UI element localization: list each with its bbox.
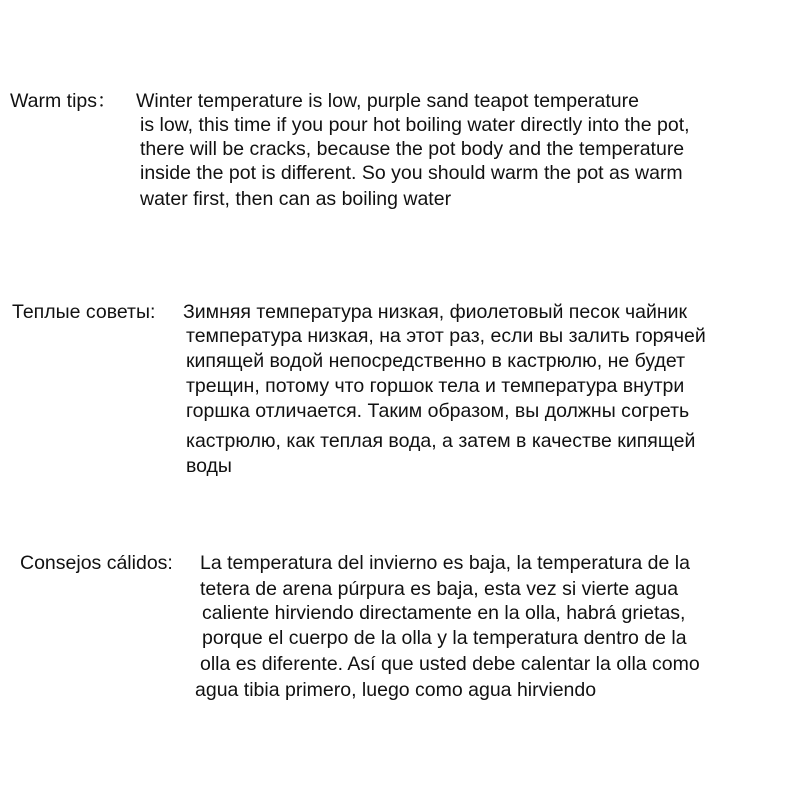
- russian-line: кипящей водой непосредственно в кастрюлю, не будет: [186, 350, 686, 372]
- spanish-line: agua tibia primero, luego como agua hirviendo: [195, 679, 597, 701]
- spanish-line: tetera de arena púrpura es baja, esta vez si vierte agua: [200, 578, 679, 600]
- spanish-line: caliente hirviendo directamente en la olla, habrá grietas,: [202, 602, 686, 624]
- russian-line: температура низкая, на этот раз, если вы залить горячей: [186, 325, 706, 347]
- russian-line: кастрюлю, как теплая вода, а затем в качестве кипящей: [186, 430, 696, 452]
- spanish-line: olla es diferente. Así que usted debe calentar la olla como: [200, 653, 700, 675]
- english-label: Warm tips：: [10, 90, 117, 112]
- spanish-label: Consejos cálidos:: [20, 552, 173, 574]
- russian-line: воды: [186, 455, 232, 477]
- english-line: Winter temperature is low, purple sand teapot temperature: [136, 90, 639, 112]
- spanish-line: porque el cuerpo de la olla y la temperatura dentro de la: [202, 627, 687, 649]
- spanish-line: La temperatura del invierno es baja, la temperatura de la: [200, 552, 690, 574]
- russian-line: горшка отличается. Таким образом, вы должны согреть: [186, 400, 690, 422]
- english-line: is low, this time if you pour hot boiling water directly into the pot,: [140, 114, 690, 136]
- russian-line: Зимняя температура низкая, фиолетовый песок чайник: [183, 301, 688, 323]
- english-line: inside the pot is different. So you should warm the pot as warm: [140, 162, 683, 184]
- russian-label: Теплые советы:: [12, 301, 156, 323]
- english-line: water first, then can as boiling water: [140, 188, 452, 210]
- english-line: there will be cracks, because the pot body and the temperature: [140, 138, 685, 160]
- russian-line: трещин, потому что горшок тела и температура внутри: [186, 375, 685, 397]
